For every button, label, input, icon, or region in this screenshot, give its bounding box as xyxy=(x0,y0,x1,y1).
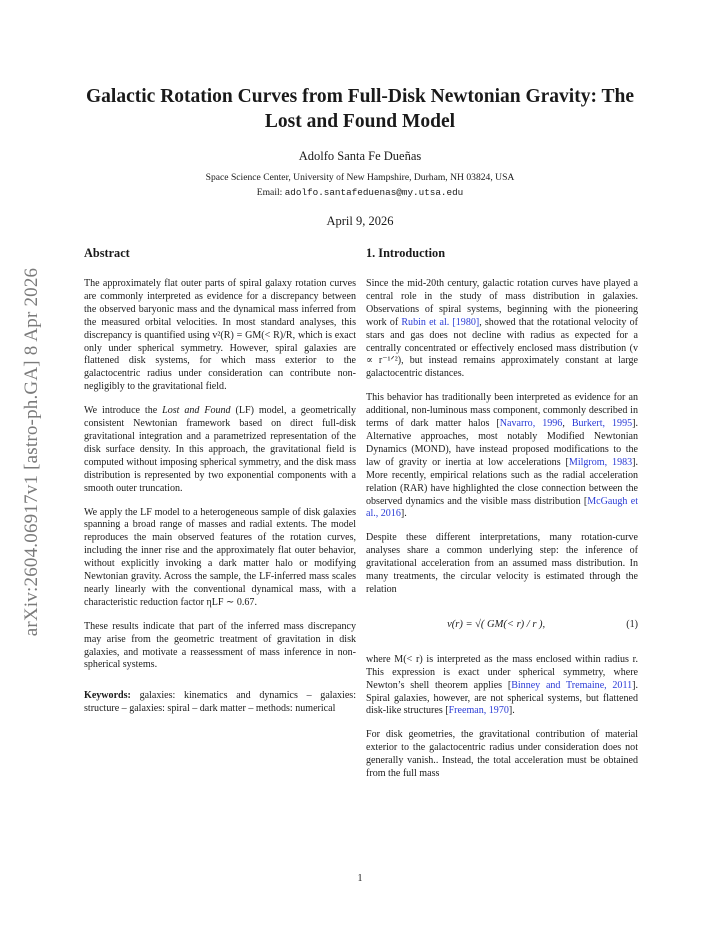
abstract-heading: Abstract xyxy=(84,246,130,260)
intro-text: ]. xyxy=(508,705,515,717)
abstract-p2-text: We introduce the xyxy=(84,405,163,417)
intro-text: ]. More recently, empirical relations such as the radial acceleration relation (RAR) have highlighted the close connection between the observed dynamics and the visible mass distribution [ xyxy=(366,456,639,507)
abstract-p2-text: (LF) model, a geometrically consistent Newtonian framework based on direct full-disk gravitational integration and a parametrized representation of the disk surface density. In this approach, the gravitational field is computed without imposing spherical symmetry, and the disk mass distribution is represented by two exponential components with a smooth outer truncation. xyxy=(84,405,357,494)
email-address[interactable]: adolfo.santafeduenas@my.utsa.edu xyxy=(284,187,464,198)
page-number: 1 xyxy=(357,873,363,884)
equation-formula: v(r) = √( GM(< r) / r ), xyxy=(447,619,546,631)
intro-paragraph-3: Despite these different interpretations, many rotation-curve analyses share a common underlying step: the inference of gravitational acceleration from an assumed mass distribution. In many treatments, the circular velocity is estimated through the relation xyxy=(366,532,638,595)
abstract-paragraph-3: We apply the LF model to a heterogeneous sample of disk galaxies spanning a broad range of masses and radial extents. The model reproduces the main observed features of the rotation curves, including the inner rise and the approximately flat outer behavior, without explicitly invoking a dark matter halo or modifying Newtonian gravity. Across the sample, the LF-inferred mass scales nearly linearly with the conventional dynamical mass, with a characteristic reduction factor ηLF ∼ 0.67. xyxy=(84,506,356,608)
paper-date: April 9, 2026 xyxy=(326,214,394,228)
abstract-paragraph-4: These results indicate that part of the inferred mass discrepancy may arise from the geometric treatment of gravitation in disk galaxies, and motivate a reassessment of mass inference in non-spherical systems. xyxy=(84,620,356,671)
intro-text: ]. xyxy=(400,508,407,520)
intro-text: , xyxy=(562,418,572,430)
arxiv-identifier: arXiv:2604.06917v1 [astro-ph.GA] 8 Apr 2026 xyxy=(21,267,42,637)
section-heading: 1. Introduction xyxy=(366,246,446,260)
intro-paragraph-2 xyxy=(366,392,638,521)
intro-text: ]. Alternative approaches, most notably Modified Newtonian Dynamics (MOND), have instead proposed modifications to the law of gravity or inertia at low accelerations [ xyxy=(366,418,638,468)
citation-link[interactable]: Burkert, 1995 xyxy=(571,418,633,430)
equation-number: (1) xyxy=(626,619,638,631)
equation-1 xyxy=(366,608,638,644)
citation-link[interactable]: Navarro, 1996 xyxy=(499,418,563,430)
citation-link[interactable]: Rubin et al. [1980] xyxy=(401,316,480,328)
intro-text: , showed that the rotational velocity of stars and gas does not decline with radius as expected for a centrally concentrated or effectively enclosed mass distribution (v ∝ r⁻¹ᐟ²), but instead remains approximately constant at large galactocentric distances. xyxy=(366,316,638,380)
arxiv-sidebar xyxy=(22,232,42,672)
intro-text: This behavior has traditionally been interpreted as evidence for an additional, non-luminous mass component, commonly described in terms of dark matter halos [ xyxy=(366,392,638,430)
intro-paragraph-1 xyxy=(366,278,638,381)
keywords-label: Keywords: xyxy=(84,690,131,702)
abstract-column xyxy=(84,246,356,727)
email-line xyxy=(80,187,640,198)
model-name: Lost and Found xyxy=(162,405,231,417)
intro-text: where M(< r) is interpreted as the mass enclosed within radius r. This expression is exact under spherical symmetry, where Newton’s shell theorem applies [ xyxy=(366,653,638,691)
citation-link[interactable]: Freeman, 1970 xyxy=(448,705,509,717)
affiliation: Space Science Center, University of New Hampshire, Durham, NH 03824, USA xyxy=(205,172,515,183)
paper-title: Galactic Rotation Curves from Full-Disk Newtonian Gravity: The Lost and Found Model xyxy=(86,86,634,132)
introduction-column xyxy=(366,246,638,792)
abstract-paragraph-1: The approximately flat outer parts of spiral galaxy rotation curves are commonly interpreted as evidence for a discrepancy between the observed baryonic mass and the dynamical mass inferred from the measured orbital velocities. In most standard analyses, this discrepancy is quantified using v²(R) = GM(< R)/R, which is exact only under spherical symmetry. However, spiral galaxies are flattened disk systems, for which mass exterior to the galactocentric radius under consideration can contribute non-negligibly to the gravitational field. xyxy=(84,278,356,393)
abstract-paragraph-2 xyxy=(84,405,356,495)
email-label: Email: xyxy=(256,187,285,198)
citation-link[interactable]: Milgrom, 1983 xyxy=(568,456,633,468)
author-name: Adolfo Santa Fe Dueñas xyxy=(298,149,422,163)
citation-link[interactable]: Binney and Tremaine, 2011 xyxy=(511,679,633,691)
intro-paragraph-5: For disk geometries, the gravitational contribution of material exterior to the galactocentric radius under consideration does not generally vanish.. Instead, the total acceleration must be obtained from the full mass xyxy=(366,729,638,780)
keywords-list: galaxies: kinematics and dynamics – galaxies: structure – galaxies: spiral – dark matter – methods: numerical xyxy=(84,690,356,715)
citation-link[interactable]: McGaugh et al., 2016 xyxy=(366,495,638,520)
intro-paragraph-4 xyxy=(366,654,638,719)
intro-text: ]. Spiral galaxies, however, are not spherical systems, but flattened disk-like structures [ xyxy=(366,679,638,717)
keywords xyxy=(84,690,356,716)
intro-text: Since the mid-20th century, galactic rotation curves have played a central role in the study of mass distribution in galaxies. Observations of spiral systems, beginning with the pioneering work of xyxy=(366,278,638,328)
